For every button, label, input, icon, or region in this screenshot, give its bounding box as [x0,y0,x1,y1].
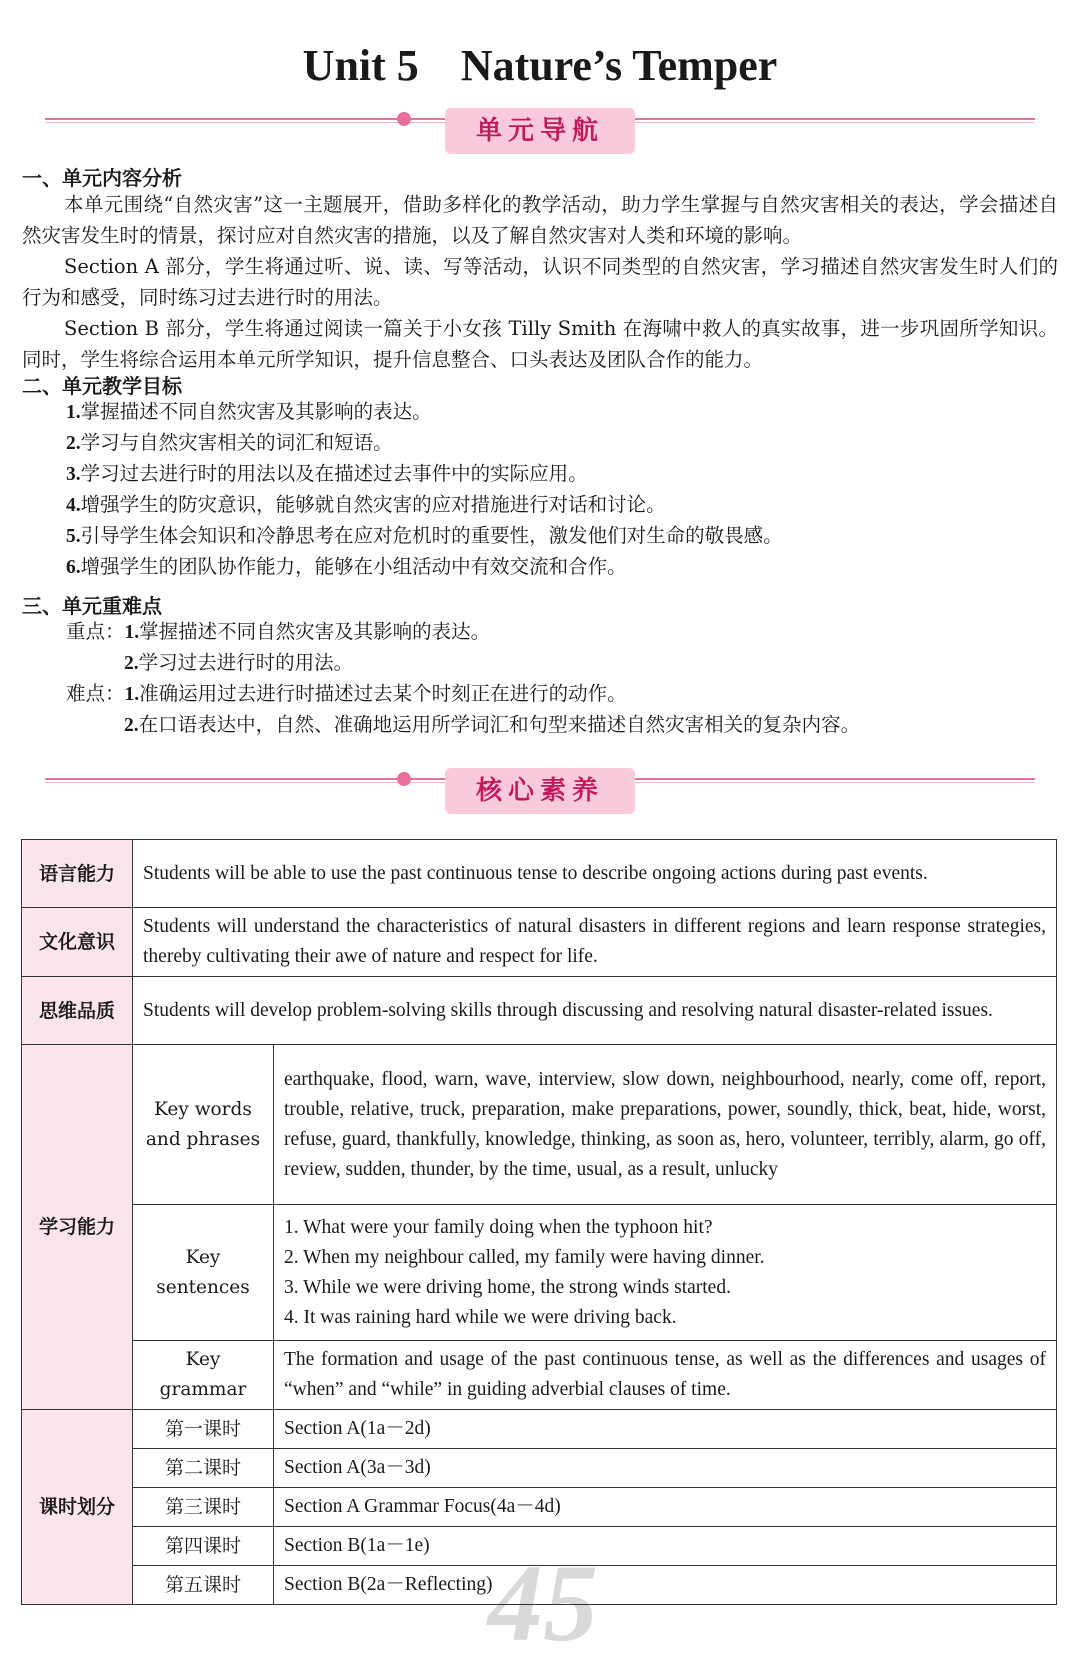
key-sentences-label: Key sentences [133,1205,274,1341]
period-content: Section A(3a－3d) [274,1449,1057,1488]
guide-banner-label: 单元导航 [445,108,635,154]
table-row [22,1410,1057,1449]
hard-point-item: 难点：1.准确运用过去进行时描述过去某个时刻正在进行的动作。 [66,682,627,705]
section1-paragraph-2: Section A 部分，学生将通过听、说、读、写等活动，认识不同类型的自然灾害，学习描述自然灾害发生时人们的行为和感受，同时练习过去进行时的用法。 [22,255,1058,309]
key-grammar-label: Key grammar [133,1341,274,1410]
schedule-label: 课时划分 [22,1410,133,1605]
period-content: Section A(1a－2d) [274,1410,1057,1449]
learning-label: 学习能力 [22,1045,133,1410]
period-label: 第二课时 [133,1449,274,1488]
thinking-text: Students will develop problem-solving skills through discussing and resolving natural disaster-related issues. [133,977,1057,1045]
banner-dot-icon [397,772,411,786]
goal-item: 6.增强学生的团队协作能力，能够在小组活动中有效交流和合作。 [66,555,627,578]
core-banner [45,768,1035,816]
table-row [22,840,1057,908]
period-label: 第一课时 [133,1410,274,1449]
period-label: 第五课时 [133,1566,274,1605]
section1-paragraph-1: 本单元围绕“自然灾害”这一主题展开，借助多样化的教学活动，助力学生掌握与自然灾害相关的表达，学会描述自然灾害发生时的情景，探讨应对自然灾害的措施，以及了解自然灾害对人类和环境的影响。 [22,193,1058,247]
key-point-item: 2.学习过去进行时的用法。 [124,651,354,674]
period-content: Section B(1a－1e) [274,1527,1057,1566]
goal-item: 1.掌握描述不同自然灾害及其影响的表达。 [66,400,432,423]
hard-point-label: 难点： [66,682,125,705]
culture-label: 文化意识 [22,908,133,977]
key-words-text: earthquake, flood, warn, wave, interview, slow down, neighbourhood, nearly, come off, report, trouble, relative, truck, preparation, make preparations, power, soundly, thick, beat, hide, worst, refuse, guard, thankfully, knowledge, thinking, as soon as, hero, volunteer, terribly, alarm, go off, review, sudden, thunder, by the time, usual, as a result, unlucky [274,1045,1057,1205]
key-point-item: 重点：1.掌握描述不同自然灾害及其影响的表达。 [66,620,491,643]
language-label: 语言能力 [22,840,133,908]
period-content: Section A Grammar Focus(4a－4d) [274,1488,1057,1527]
key-sentence: 3. While we were driving home, the strong winds started. [284,1276,731,1298]
table-row [22,908,1057,977]
section1-paragraph-3: Section B 部分，学生将通过阅读一篇关于小女孩 Tilly Smith 在海啸中救人的真实故事，进一步巩固所学知识。同时，学生将综合运用本单元所学知识，提升信息整合、口头表达及团队合作的能力。 [22,317,1058,371]
hard-point-item: 2.在口语表达中，自然、准确地运用所学词汇和句型来描述自然灾害相关的复杂内容。 [124,713,861,736]
goal-item: 4.增强学生的防灾意识，能够就自然灾害的应对措施进行对话和讨论。 [66,493,666,516]
period-label: 第三课时 [133,1488,274,1527]
section2-heading: 二、单元教学目标 [22,374,182,398]
core-literacy-table [21,839,1057,1605]
goal-item: 3.学习过去进行时的用法以及在描述过去事件中的实际应用。 [66,462,588,485]
guide-banner [45,108,1035,156]
key-sentence: 2. When my neighbour called, my family were having dinner. [284,1246,765,1268]
unit-number: Unit 5 [302,41,419,90]
banner-dot-icon [397,112,411,126]
unit-name: Nature’s Temper [460,41,778,90]
section3-heading: 三、单元重难点 [22,594,162,618]
goal-item: 5.引导学生体会知识和冷静思考在应对危机时的重要性，激发他们对生命的敬畏感。 [66,524,783,547]
key-sentences-list [274,1205,1057,1341]
section1-heading: 一、单元内容分析 [22,166,182,190]
period-label: 第四课时 [133,1527,274,1566]
key-words-label: Key words and phrases [133,1045,274,1205]
key-grammar-text: The formation and usage of the past continuous tense, as well as the differences and usages of “when” and “while” in guiding adverbial clauses of time. [274,1341,1057,1410]
table-row [22,977,1057,1045]
goal-item: 2.学习与自然灾害相关的词汇和短语。 [66,431,393,454]
key-point-label: 重点： [66,620,125,643]
table-row [22,1045,1057,1205]
core-banner-label: 核心素养 [445,768,635,814]
table-row [22,1205,1057,1341]
culture-text: Students will understand the characteristics of natural disasters in different regions and learn response strategies, thereby cultivating their awe of nature and respect for life. [133,908,1057,977]
table-row [22,1449,1057,1488]
table-row [22,1566,1057,1605]
table-row [22,1527,1057,1566]
key-sentence: 4. It was raining hard while we were driving back. [284,1306,677,1328]
key-sentence: 1. What were your family doing when the typhoon hit? [284,1216,713,1238]
table-row [22,1341,1057,1410]
period-content: Section B(2a－Reflecting) [274,1566,1057,1605]
page-number: 45 [488,1542,598,1664]
page-title [0,40,1080,91]
language-text: Students will be able to use the past continuous tense to describe ongoing actions during past events. [133,840,1057,908]
table-row [22,1488,1057,1527]
thinking-label: 思维品质 [22,977,133,1045]
